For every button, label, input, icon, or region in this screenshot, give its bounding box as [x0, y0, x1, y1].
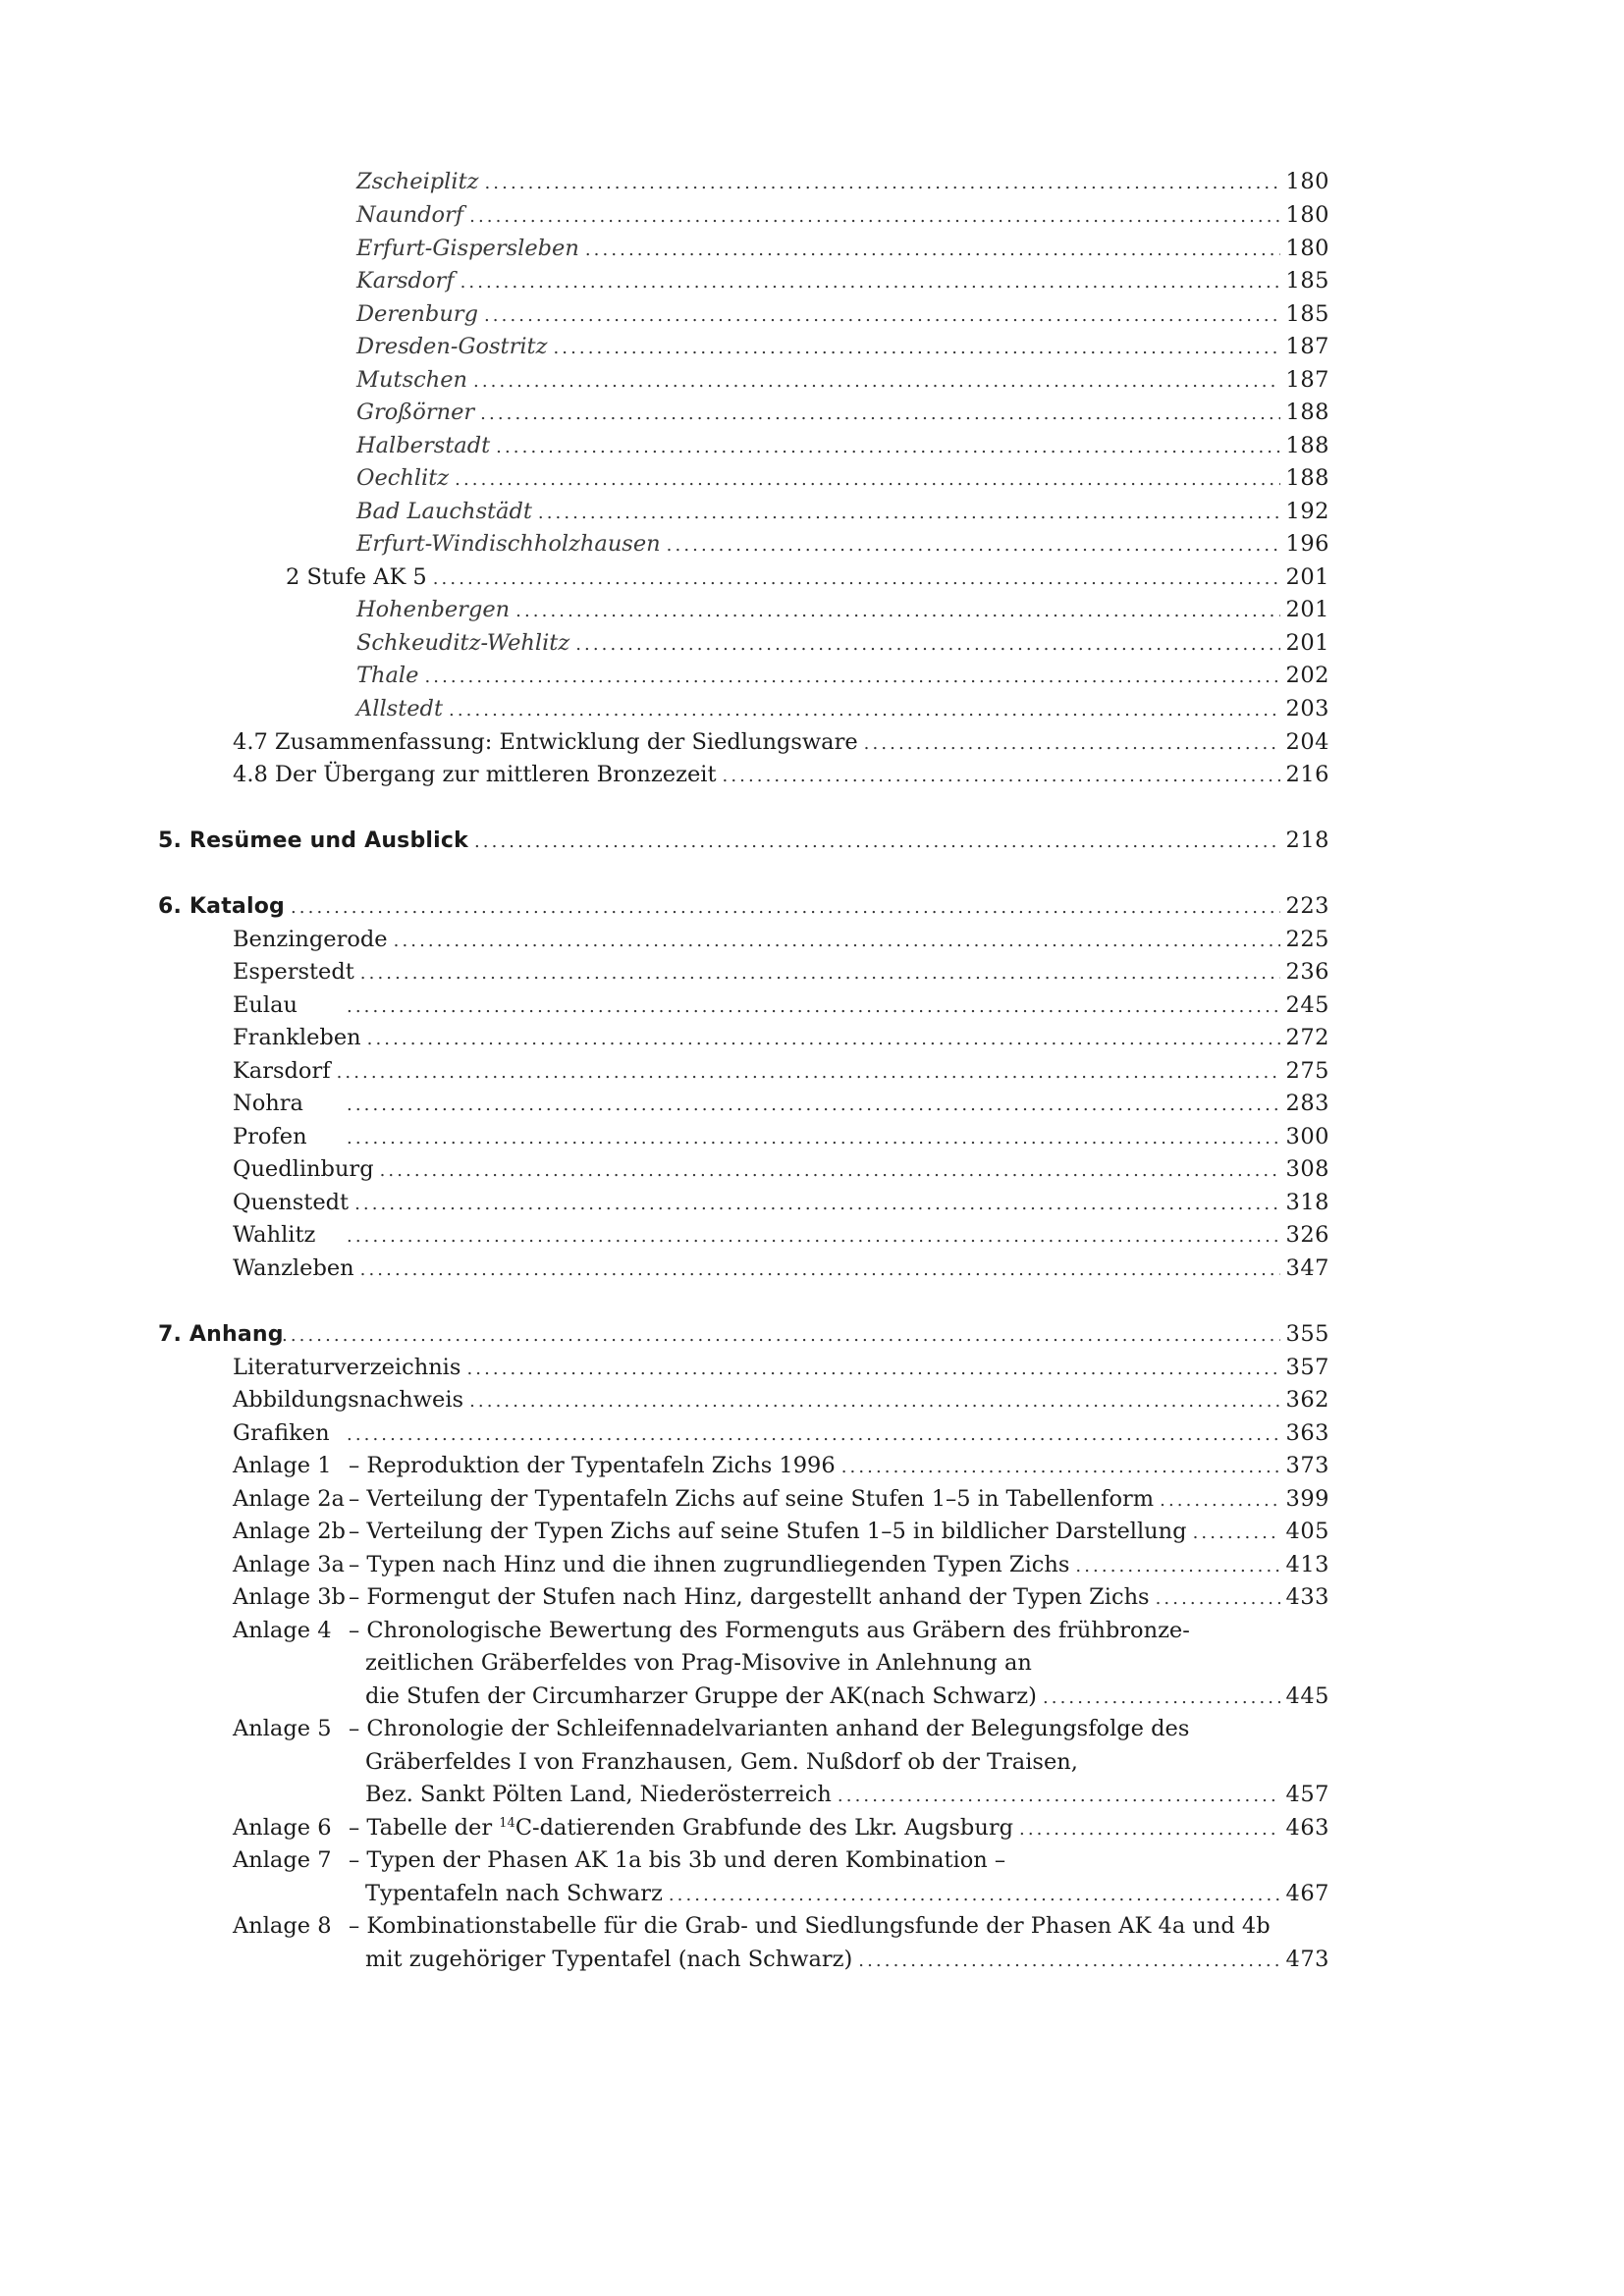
dot-leader [553, 332, 1279, 365]
anlage-name: Anlage 5 [233, 1716, 332, 1741]
entry-label: Halberstadt [356, 433, 491, 458]
entry-label: Thale [356, 663, 419, 688]
toc-entry-stufe[interactable] [286, 561, 1329, 594]
toc-entry[interactable] [356, 232, 1329, 265]
dot-leader [515, 595, 1279, 628]
dot-leader [480, 398, 1279, 431]
entry-page: 373 [1285, 1453, 1329, 1478]
entry-label: Eulau [233, 992, 298, 1018]
dot-leader [347, 990, 1280, 1024]
anlage-name: Anlage 7 [233, 1847, 332, 1873]
entry-label: Hohenbergen [356, 597, 511, 622]
entry-label: Zscheiplitz [356, 169, 479, 194]
anlage-title: – Chronologische Bewertung des Formenguts aus Gräbern des frühbronze- [349, 1618, 1190, 1643]
toc-entry[interactable] [356, 692, 1329, 725]
toc-entry[interactable] [356, 396, 1329, 429]
entry-page: 180 [1285, 236, 1329, 261]
entry-label: Karsdorf [233, 1058, 331, 1084]
entry-page: 405 [1285, 1519, 1329, 1544]
toc-entry[interactable] [233, 988, 1329, 1022]
entry-page: 180 [1285, 169, 1329, 194]
anlage-name: Anlage 2b [233, 1519, 346, 1544]
toc-anlage[interactable] [233, 1580, 1329, 1614]
anlage-title: – Verteilung der Typentafeln Zichs auf seine Stufen 1–5 in Tabellenform [349, 1486, 1155, 1512]
entry-page: 192 [1285, 499, 1329, 524]
toc-entry[interactable] [356, 429, 1329, 462]
anlage-title: – Verteilung der Typen Zichs auf seine Stufen 1–5 in bildlicher Darstellung [349, 1519, 1187, 1544]
entry-page: 245 [1285, 992, 1329, 1018]
entry-page: 463 [1285, 1815, 1329, 1841]
dot-leader [575, 628, 1279, 662]
entry-page: 203 [1285, 696, 1329, 721]
entry-page: 185 [1285, 268, 1329, 294]
dot-leader [1193, 1517, 1280, 1550]
toc-entry[interactable] [356, 330, 1329, 363]
dot-leader [585, 234, 1280, 267]
entry-label: Abbildungsnachweis [233, 1387, 464, 1413]
dot-leader [841, 1451, 1280, 1484]
entry-label: 4.8 Der Übergang zur mittleren Bronzezeit [233, 762, 717, 787]
dot-leader [455, 463, 1279, 497]
entry-label: Grafiken [233, 1420, 330, 1446]
entry-page: 433 [1285, 1584, 1329, 1610]
entry-label: Wahlitz [233, 1222, 316, 1248]
entry-label: Bad Lauchstädt [356, 499, 532, 524]
toc-chapter[interactable] [158, 889, 1329, 923]
toc-entry[interactable] [233, 1383, 1329, 1416]
toc-section[interactable] [233, 758, 1329, 791]
dot-leader [347, 1122, 1280, 1155]
toc-entry[interactable] [356, 363, 1329, 397]
entry-page: 363 [1285, 1420, 1329, 1446]
anlage-name: Anlage 3b [233, 1584, 346, 1610]
toc-entry[interactable] [356, 264, 1329, 297]
entry-label: Schkeuditz-Wehlitz [356, 630, 570, 656]
entry-page: 202 [1285, 663, 1329, 688]
entry-label: Derenburg [356, 301, 478, 327]
entry-page: 355 [1285, 1321, 1329, 1347]
anlage-title: – Typen nach Hinz und die ihnen zugrundliegenden Typen Zichs [349, 1552, 1070, 1577]
toc-entry[interactable] [233, 1186, 1329, 1219]
entry-page: 201 [1285, 564, 1329, 590]
dot-leader [538, 497, 1280, 530]
toc-entry[interactable] [233, 1152, 1329, 1186]
entry-page: 225 [1285, 927, 1329, 952]
dot-leader [469, 200, 1279, 234]
entry-label: Allstedt [356, 696, 443, 721]
dot-leader [1075, 1550, 1279, 1583]
anlage-title: – Reproduktion der Typentafeln Zichs 1996 [349, 1453, 836, 1478]
toc-anlage[interactable] [233, 1449, 1329, 1482]
toc-entry[interactable] [356, 626, 1329, 660]
toc-entry[interactable] [356, 659, 1329, 692]
entry-page: 300 [1285, 1124, 1329, 1149]
toc-anlage-last-line[interactable] [365, 1877, 1329, 1910]
toc-entry[interactable] [356, 527, 1329, 561]
dot-leader [723, 760, 1280, 793]
dot-leader [1019, 1813, 1280, 1846]
dot-leader [469, 1385, 1279, 1418]
entry-label: Esperstedt [233, 959, 354, 985]
dot-leader [347, 1418, 1280, 1452]
toc-entry[interactable] [233, 1120, 1329, 1153]
toc-anlage-first-line[interactable] [233, 1843, 1005, 1877]
entry-page: 196 [1285, 531, 1329, 557]
dot-leader [1156, 1582, 1280, 1616]
toc-entry[interactable] [233, 1087, 1329, 1120]
toc-entry[interactable] [356, 593, 1329, 626]
dot-leader [360, 1254, 1280, 1287]
dot-leader [858, 1945, 1279, 1978]
entry-page: 272 [1285, 1025, 1329, 1050]
anlage-name: Anlage 3a [233, 1552, 345, 1577]
toc-entry[interactable] [356, 297, 1329, 331]
dot-leader [424, 661, 1279, 694]
anlage-title-part: – Tabelle der [349, 1815, 500, 1841]
anlage-name: Anlage 8 [233, 1913, 332, 1939]
entry-label: Erfurt-Windischholzhausen [356, 531, 661, 557]
entry-label: Großörner [356, 400, 475, 425]
dot-leader [466, 1353, 1279, 1386]
dot-leader [337, 1056, 1280, 1090]
anlage-title-continuation: Gräberfeldes I von Franzhausen, Gem. Nußdorf ob der Traisen, [365, 1749, 1078, 1775]
entry-label: Literaturverzeichnis [233, 1355, 461, 1380]
anlage-title-continuation: mit zugehöriger Typentafel (nach Schwarz) [365, 1947, 853, 1972]
dot-leader [433, 562, 1280, 596]
entry-page: 204 [1285, 729, 1329, 755]
toc-entry[interactable] [233, 1021, 1329, 1054]
toc-entry[interactable] [356, 198, 1329, 232]
toc-anlage-first-line[interactable] [233, 1909, 1271, 1943]
anlage-name: Anlage 4 [233, 1618, 332, 1643]
toc-entry[interactable] [356, 461, 1329, 495]
anlage-title-continuation: die Stufen der Circumharzer Gruppe der AK(nach Schwarz) [365, 1683, 1037, 1709]
dot-leader [667, 529, 1280, 562]
toc-anlage[interactable] [233, 1811, 1329, 1844]
entry-page: 347 [1285, 1255, 1329, 1281]
entry-label: Profen [233, 1124, 307, 1149]
entry-label: Dresden-Gostritz [356, 334, 548, 359]
toc-anlage-last-line[interactable] [365, 1943, 1329, 1976]
entry-label: Oechlitz [356, 465, 450, 491]
dot-leader [1043, 1682, 1280, 1715]
entry-page: 236 [1285, 959, 1329, 985]
chapter-title: 5. Resümee und Ausblick [158, 828, 468, 853]
entry-label: Wanzleben [233, 1255, 354, 1281]
dot-leader [449, 694, 1280, 727]
entry-page: 467 [1285, 1881, 1329, 1906]
entry-page: 275 [1285, 1058, 1329, 1084]
entry-label: Erfurt-Gispersleben [356, 236, 579, 261]
entry-page: 399 [1285, 1486, 1329, 1512]
anlage-title [349, 1811, 1013, 1844]
anlage-title-continuation: Bez. Sankt Pölten Land, Niederösterreich [365, 1782, 832, 1807]
entry-label: Mutschen [356, 367, 468, 393]
entry-label: Quenstedt [233, 1190, 350, 1215]
entry-label: Benzingerode [233, 927, 388, 952]
toc-anlage-last-line[interactable] [365, 1778, 1329, 1811]
entry-page: 185 [1285, 301, 1329, 327]
dot-leader [380, 1154, 1280, 1188]
entry-page: 473 [1285, 1947, 1329, 1972]
toc-entry[interactable] [233, 955, 1329, 988]
dot-leader [864, 727, 1280, 761]
entry-page: 180 [1285, 202, 1329, 228]
superscript-14: 14 [499, 1816, 515, 1831]
entry-page: 326 [1285, 1222, 1329, 1248]
entry-page: 308 [1285, 1156, 1329, 1182]
dot-leader [838, 1780, 1280, 1813]
dot-leader [367, 1023, 1280, 1056]
entry-page: 357 [1285, 1355, 1329, 1380]
anlage-title-part: C-datierenden Grabfunde des Lkr. Augsburg [514, 1815, 1013, 1841]
entry-page: 187 [1285, 367, 1329, 393]
dot-leader [460, 266, 1280, 299]
anlage-title: – Kombinationstabelle für die Grab- und Siedlungsfunde der Phasen AK 4a und 4b [349, 1913, 1271, 1939]
dot-leader [484, 299, 1280, 333]
entry-label: Karsdorf [356, 268, 455, 294]
entry-page: 188 [1285, 433, 1329, 458]
toc-anlage-first-line[interactable] [233, 1614, 1190, 1647]
entry-page: 413 [1285, 1552, 1329, 1577]
entry-page: 218 [1285, 828, 1329, 853]
toc-entry[interactable] [356, 165, 1329, 198]
dot-leader [669, 1879, 1280, 1912]
entry-label: 2 Stufe AK 5 [286, 564, 427, 590]
toc-entry[interactable] [233, 1416, 1329, 1450]
toc-entry[interactable] [233, 1054, 1329, 1088]
anlage-name: Anlage 2a [233, 1486, 345, 1512]
dot-leader [394, 925, 1280, 958]
dot-leader [282, 1319, 1280, 1353]
entry-page: 223 [1285, 893, 1329, 919]
entry-page: 283 [1285, 1091, 1329, 1116]
entry-page: 188 [1285, 465, 1329, 491]
toc-entry[interactable] [233, 1351, 1329, 1384]
dot-leader [291, 891, 1280, 925]
dot-leader [474, 826, 1280, 859]
dot-leader [473, 365, 1280, 399]
entry-label: Naundorf [356, 202, 464, 228]
entry-page: 201 [1285, 630, 1329, 656]
dot-leader [354, 1188, 1279, 1221]
entry-page: 318 [1285, 1190, 1329, 1215]
entry-page: 216 [1285, 762, 1329, 787]
anlage-name: Anlage 6 [233, 1815, 332, 1841]
dot-leader [360, 957, 1280, 990]
toc-chapter[interactable] [158, 1317, 1329, 1351]
dot-leader [347, 1220, 1280, 1254]
entry-label: Nohra [233, 1091, 303, 1116]
dot-leader [1160, 1484, 1279, 1518]
anlage-name: Anlage 1 [233, 1453, 332, 1478]
toc-entry[interactable] [356, 495, 1329, 528]
toc-entry[interactable] [233, 1218, 1329, 1252]
chapter-title: 6. Katalog [158, 894, 285, 919]
toc-anlage[interactable] [233, 1482, 1329, 1516]
entry-page: 445 [1285, 1683, 1329, 1709]
entry-page: 188 [1285, 400, 1329, 425]
anlage-title-continuation: zeitlichen Gräberfeldes von Prag-Misovive in Anlehnung an [365, 1650, 1032, 1676]
anlage-title: – Chronologie der Schleifennadelvarianten anhand der Belegungsfolge des [349, 1716, 1190, 1741]
chapter-title: 7. Anhang [158, 1322, 284, 1347]
entry-label: Frankleben [233, 1025, 361, 1050]
anlage-title: – Formengut der Stufen nach Hinz, dargestellt anhand der Typen Zichs [349, 1584, 1150, 1610]
toc-chapter[interactable] [158, 824, 1329, 857]
entry-label: Quedlinburg [233, 1156, 374, 1182]
dot-leader [496, 431, 1279, 464]
dot-leader [484, 167, 1279, 200]
toc-entry[interactable] [233, 923, 1329, 956]
anlage-title: – Typen der Phasen AK 1a bis 3b und deren Kombination – [349, 1847, 1006, 1873]
toc-anlage-last-line[interactable] [365, 1680, 1329, 1713]
anlage-title-continuation: Typentafeln nach Schwarz [365, 1881, 663, 1906]
dot-leader [347, 1089, 1280, 1122]
entry-page: 457 [1285, 1782, 1329, 1807]
entry-page: 187 [1285, 334, 1329, 359]
entry-page: 201 [1285, 597, 1329, 622]
toc-section[interactable] [233, 725, 1329, 759]
toc-anlage[interactable] [233, 1548, 1329, 1581]
toc-anlage-first-line[interactable] [233, 1712, 1189, 1745]
toc-anlage[interactable] [233, 1515, 1329, 1548]
entry-label: 4.7 Zusammenfassung: Entwicklung der Siedlungsware [233, 729, 858, 755]
entry-page: 362 [1285, 1387, 1329, 1413]
toc-entry[interactable] [233, 1252, 1329, 1285]
